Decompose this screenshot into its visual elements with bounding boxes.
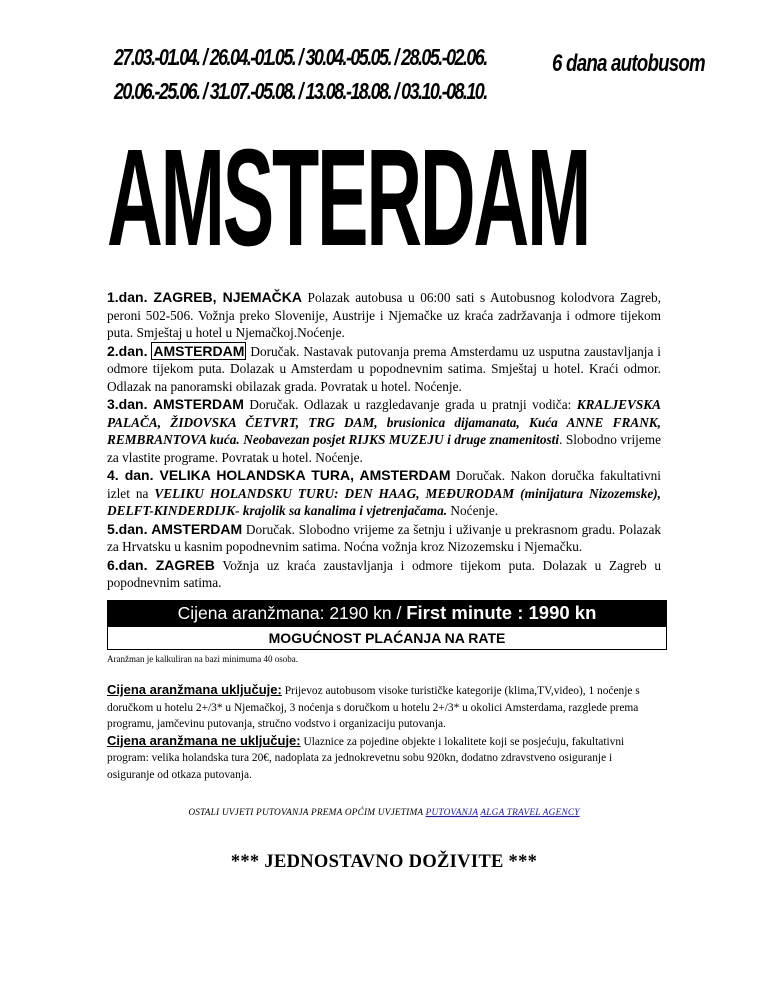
price-excludes-heading: Cijena aranžmana ne uključuje:: [107, 732, 301, 748]
installments-notice: MOGUĆNOST PLAĆANJA NA RATE: [107, 626, 667, 650]
itinerary-day-2: [107, 343, 661, 396]
itinerary-day-1: [107, 289, 661, 342]
terms-link[interactable]: PUTOVANJA: [425, 808, 479, 818]
travel-dates: [114, 40, 487, 108]
day-6-text: Vožnja uz kraća zaustavljanja i odmore tijekom puta. Dolazak u Zagreb u popodnevnim satima.: [107, 557, 661, 590]
day-5-label: 5.dan. AMSTERDAM: [107, 520, 243, 537]
day-5-text: Doručak. Slobodno vrijeme za šetnju i uživanje u prekrasnom gradu. Polazak za Hrvatsku u kasnim popodnevnim satima. Noćna vožnja kroz Nizozemsku i Njemačku.: [107, 521, 661, 554]
price-includes-text: Prijevoz autobusom visoke turističke kategorije (klima,TV,video), 1 noćenje s doručkom u hotelu 2+/3* u Njemačkoj, 3 noćenja s doručkom u hotelu 2+/3* u okolici Amsterdama, razglede prema programu, jamčevinu putovanja, stručno vodstvo i organizaciju putovanja.: [107, 685, 640, 730]
day-4-text-a: Doručak. Nakon doručka fakultativni izlet na: [107, 468, 661, 501]
day-3-highlights: KRALJEVSKA PALAČA, ŽIDOVSKA ČETVRT, TRG DAM, brusionica dijamanata, Kuća ANNE FRANK, REMBRANTOVA kuća. Neobavezan posjet RIJKS MUZEJU i druge znamenitosti: [107, 397, 661, 447]
day-6-label: 6.dan. ZAGREB: [107, 556, 215, 573]
price-excludes-text: Ulaznice za pojedine objekte i lokalitete koji se posjećuju, fakultativni program: velika holandska tura 20€, nadoplata za jednokrevetnu sobu 920kn, dodatno zdravstveno osiguranje i osiguranje od otkaza putovanja.: [107, 735, 625, 781]
price-includes-heading: Cijena aranžmana uključuje:: [107, 682, 282, 697]
trip-duration: 6 dana autobusom: [552, 50, 705, 77]
other-terms: [0, 808, 768, 818]
price-regular: Cijena aranžmana: 2190 kn /: [177, 603, 407, 623]
price-includes: [107, 682, 662, 733]
day-3-label: 3.dan. AMSTERDAM: [107, 396, 244, 412]
day-4-highlights: VELIKU HOLANDSKU TURU: DEN HAAG, MEĐURODAM (minijatura Nizozemske), DELFT-KINDERDIJK- krajolik sa kanalima i vjetrenjačama.: [107, 485, 661, 518]
price-conditions: [107, 682, 662, 783]
day-2-label: 2.dan.: [107, 342, 148, 359]
itinerary-day-3: [107, 396, 661, 466]
day-1-text: Polazak autobusa u 06:00 sati s Autobusnog kolodvora Zagreb, peroni 502-506. Vožnja preko Slovenije, Austrije i Njemačke uz kraća zadržavanja i odmore tijekom puta. Smještaj u hotel u Njemačkoj.Noćenje.: [107, 290, 661, 340]
price-excludes: [107, 733, 662, 784]
day-4-label: 4. dan. VELIKA HOLANDSKA TURA, AMSTERDAM: [107, 467, 451, 483]
day-3-text-a: Doručak. Odlazak u razgledavanje grada u pratnji vodiča:: [243, 397, 577, 412]
other-terms-text: OSTALI UVJETI PUTOVANJA PREMA OPĆIM UVJETIMA: [188, 808, 426, 818]
travel-dates-line-2: 20.06.-25.06. / 31.07.-05.08. / 13.08.-18.08. / 03.10.-08.10.: [114, 78, 487, 104]
slogan: *** JEDNOSTAVNO DOŽIVITE ***: [230, 852, 538, 872]
day-1-label: 1.dan. ZAGREB, NJEMAČKA: [107, 289, 303, 305]
price-banner: [107, 600, 667, 626]
day-2-place: AMSTERDAM: [153, 342, 245, 359]
travel-dates-line-1: 27.03.-01.04. / 26.04.-01.05. / 30.04.-05.05. / 28.05.-02.06.: [114, 44, 487, 70]
itinerary-day-5: [107, 521, 661, 556]
itinerary: [107, 289, 661, 593]
itinerary-day-6: [107, 557, 661, 592]
agency-link[interactable]: ALGA TRAVEL AGENCY: [480, 808, 580, 818]
day-3-text-b: . Slobodno vrijeme za vlastite programe. Povratak u hotel. Noćenje.: [107, 432, 661, 465]
page-title: AMSTERDAM: [107, 121, 590, 275]
day-2-text: Doručak. Nastavak putovanja prema Amsterdamu uz usputna zaustavljanja i odmore tijekom puta. Dolazak u Amsterdam u popodnevnim satima. Smještaj u hotel. Kraći odmor. Odlazak na panoramski obilazak grada. Povratak u hotel. Noćenje.: [107, 343, 661, 394]
day-4-text-b: Noćenje.: [447, 503, 499, 518]
itinerary-day-4: [107, 467, 661, 520]
price-first-minute: First minute : 1990 kn: [406, 602, 597, 623]
minimum-persons-note: Aranžman je kalkuliran na bazi minimuma 40 osoba.: [107, 654, 298, 664]
